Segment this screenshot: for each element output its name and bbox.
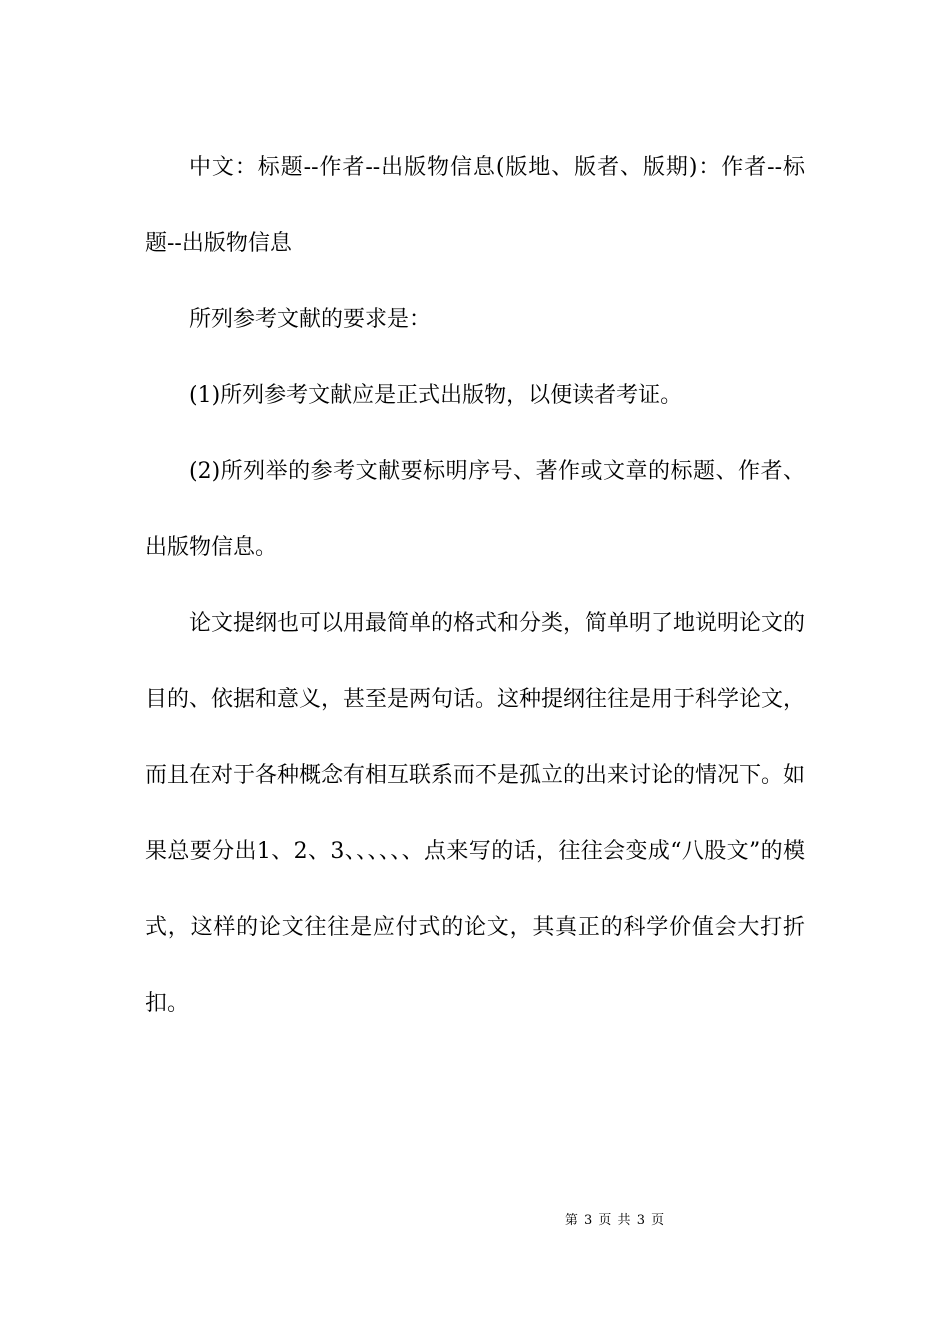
page-footer (0, 1209, 950, 1228)
paragraph-requirement-2: (2)所列举的参考文献要标明序号、著作或文章的标题、作者、出版物信息。 (145, 459, 805, 560)
page-number: 第 3 页 共 3 页 (564, 1213, 666, 1228)
body-text (145, 130, 805, 1042)
paragraph-requirements-heading: 所列参考文献的要求是： (189, 307, 432, 332)
paragraph-outline: 论文提纲也可以用最简单的格式和分类，简单明了地说明论文的目的、依据和意义，甚至是两句话。这种提纲往往是用于科学论文，而且在对于各种概念有相互联系而不是孤立的出来讨论的情况下。如果总要分出1、2、3、、、、、、点来写的话，往往会变成“八股文”的模式，这样的论文往往是应付式的论文，其真正的科学价值会大打折扣。 (145, 611, 806, 1016)
paragraph-requirement-1: (1)所列参考文献应是正式出版物，以便读者考证。 (189, 383, 683, 408)
paragraph-citation-format: 中文：标题--作者--出版物信息(版地、版者、版期)：作者--标题--出版物信息 (145, 155, 805, 256)
